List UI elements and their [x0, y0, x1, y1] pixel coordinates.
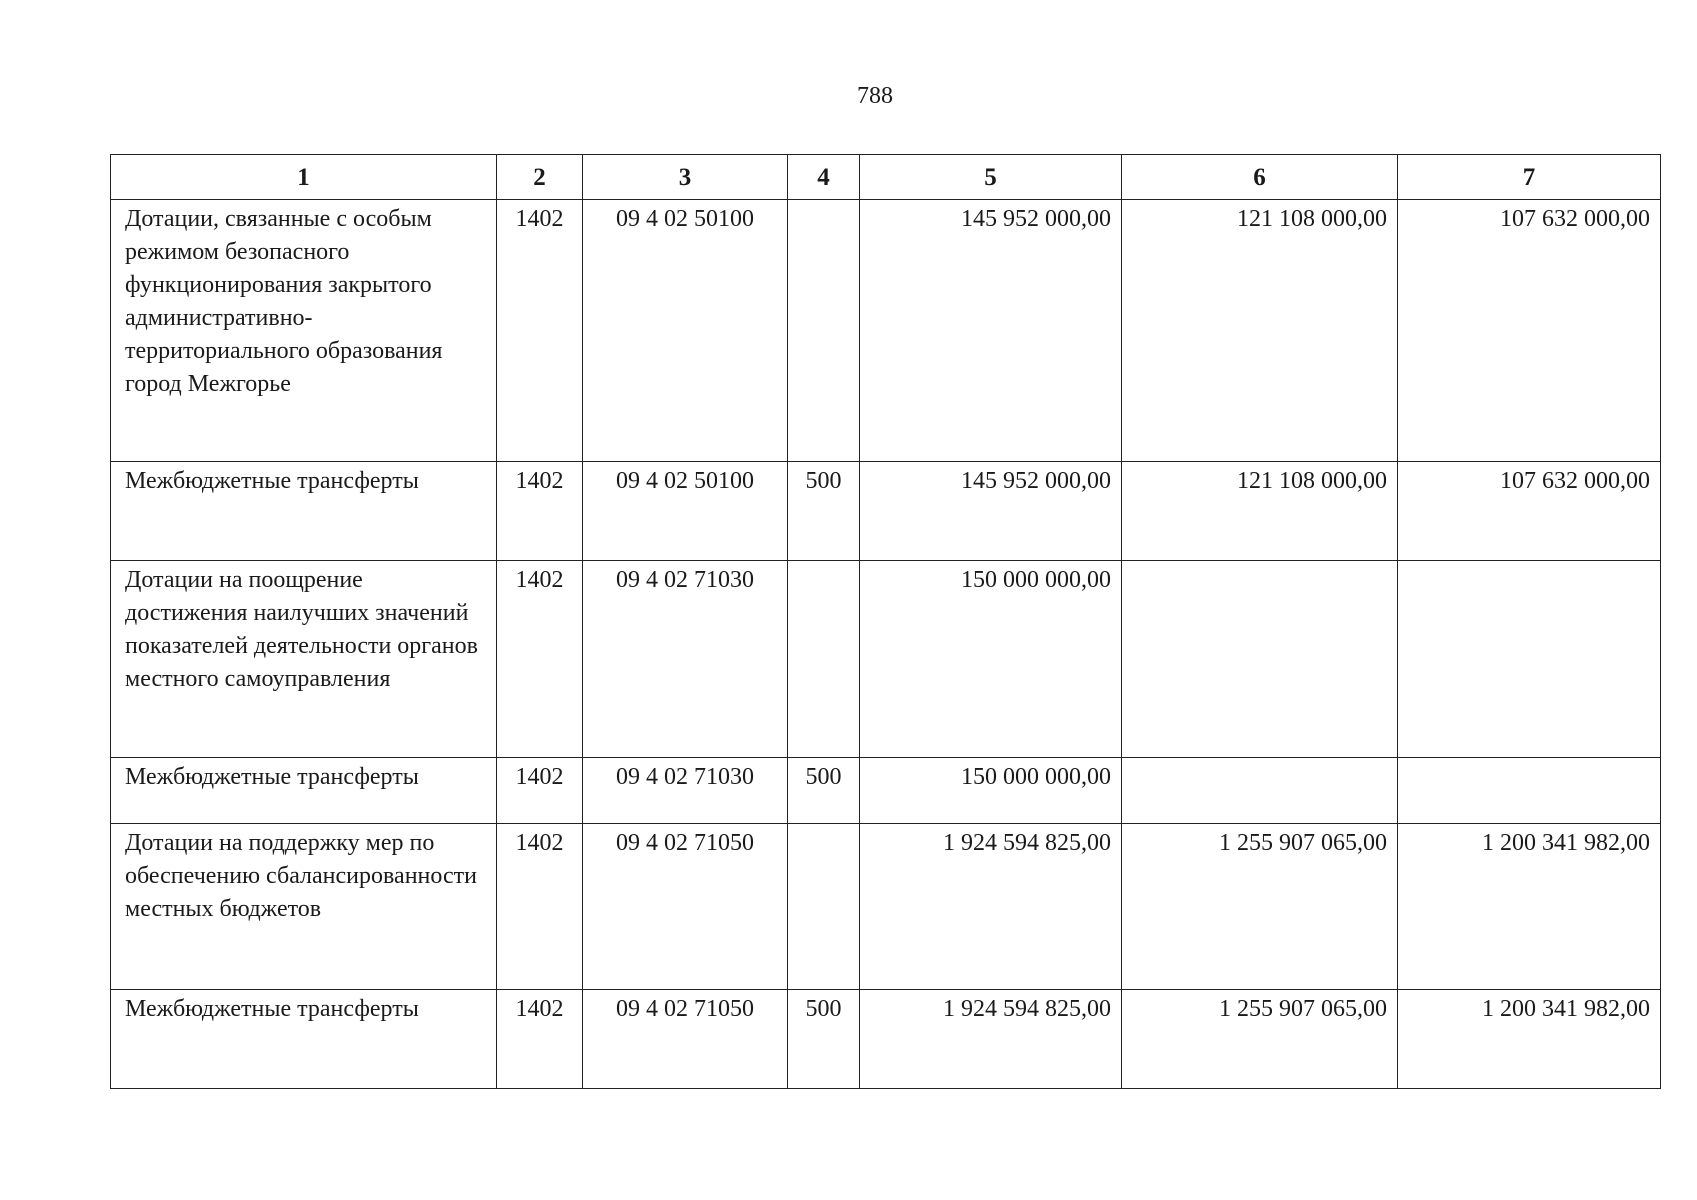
row-sum-2: 121 108 000,00 — [1122, 200, 1398, 462]
row-code: 09 4 02 50100 — [583, 200, 788, 462]
row-vr — [788, 824, 860, 990]
row-sum-3 — [1398, 561, 1661, 758]
row-section: 1402 — [497, 462, 583, 561]
row-sum-2 — [1122, 561, 1398, 758]
row-section: 1402 — [497, 200, 583, 462]
column-header-5: 5 — [860, 155, 1122, 200]
row-name: Дотации на поощрение достижения наилучших значений показателей деятельности органов местного самоуправления — [111, 561, 497, 758]
row-sum-2 — [1122, 758, 1398, 824]
budget-table — [110, 154, 1661, 1089]
row-sum-2: 121 108 000,00 — [1122, 462, 1398, 561]
row-sum-3: 1 200 341 982,00 — [1398, 824, 1661, 990]
row-sum-3 — [1398, 758, 1661, 824]
row-section: 1402 — [497, 990, 583, 1089]
column-header-7: 7 — [1398, 155, 1661, 200]
row-code: 09 4 02 71050 — [583, 824, 788, 990]
header-row — [111, 155, 1661, 200]
row-name: Межбюджетные трансферты — [111, 990, 497, 1089]
row-code: 09 4 02 71030 — [583, 561, 788, 758]
page-number: 788 — [857, 83, 893, 109]
row-code: 09 4 02 71030 — [583, 758, 788, 824]
table-row — [111, 824, 1661, 990]
table-row — [111, 990, 1661, 1089]
row-section: 1402 — [497, 758, 583, 824]
row-sum-3: 107 632 000,00 — [1398, 200, 1661, 462]
row-sum-3: 107 632 000,00 — [1398, 462, 1661, 561]
table-row — [111, 200, 1661, 462]
row-sum-2: 1 255 907 065,00 — [1122, 824, 1398, 990]
row-sum-1: 150 000 000,00 — [860, 758, 1122, 824]
table-row — [111, 462, 1661, 561]
row-vr: 500 — [788, 758, 860, 824]
row-sum-1: 145 952 000,00 — [860, 200, 1122, 462]
row-name: Межбюджетные трансферты — [111, 462, 497, 561]
column-header-1: 1 — [111, 155, 497, 200]
row-sum-2: 1 255 907 065,00 — [1122, 990, 1398, 1089]
row-sum-1: 145 952 000,00 — [860, 462, 1122, 561]
row-code: 09 4 02 50100 — [583, 462, 788, 561]
row-name: Межбюджетные трансферты — [111, 758, 497, 824]
column-header-3: 3 — [583, 155, 788, 200]
row-code: 09 4 02 71050 — [583, 990, 788, 1089]
row-name: Дотации, связанные с особым режимом безопасного функционирования закрытого административно-территориального образования город Межгорье — [111, 200, 497, 462]
row-vr — [788, 200, 860, 462]
column-header-4: 4 — [788, 155, 860, 200]
column-header-2: 2 — [497, 155, 583, 200]
row-name: Дотации на поддержку мер по обеспечению сбалансированности местных бюджетов — [111, 824, 497, 990]
row-vr — [788, 561, 860, 758]
row-sum-3: 1 200 341 982,00 — [1398, 990, 1661, 1089]
row-vr: 500 — [788, 462, 860, 561]
row-sum-1: 1 924 594 825,00 — [860, 824, 1122, 990]
row-sum-1: 150 000 000,00 — [860, 561, 1122, 758]
column-header-6: 6 — [1122, 155, 1398, 200]
row-section: 1402 — [497, 561, 583, 758]
table-row — [111, 561, 1661, 758]
table-row — [111, 758, 1661, 824]
row-sum-1: 1 924 594 825,00 — [860, 990, 1122, 1089]
row-section: 1402 — [497, 824, 583, 990]
row-vr: 500 — [788, 990, 860, 1089]
